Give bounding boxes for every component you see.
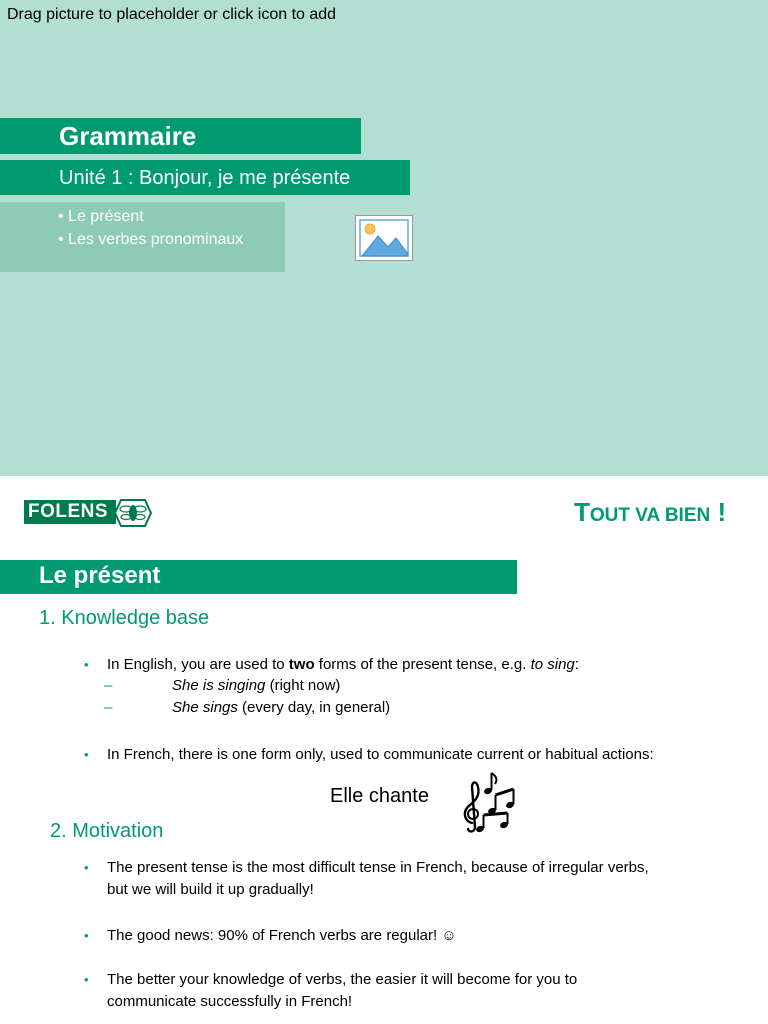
topics-list: [58, 205, 243, 251]
bullet-dot: •: [84, 972, 89, 987]
slide-title: Grammaire: [59, 121, 197, 151]
bullet-french-form: • In French, there is one form only, used to communicate current or habitual actions:: [84, 744, 664, 766]
bullet-dot: •: [84, 860, 89, 875]
title-bar: [0, 118, 361, 154]
music-notes-icon: [458, 769, 524, 835]
knowledge-base-heading: 1. Knowledge base: [39, 607, 210, 629]
example-phrase: Elle chante: [330, 785, 429, 807]
topic-item: • Les verbes pronominaux: [58, 231, 244, 248]
folens-logo: [24, 499, 152, 527]
placeholder-hint: Drag picture to placeholder or click icon to add: [7, 6, 337, 23]
tout-va-bien-logo: TOUT VA BIEN !: [574, 497, 727, 527]
sub-item-simple: She sings (every day, in general): [172, 699, 391, 716]
sub-item-progressive: She is singing (right now): [172, 677, 341, 694]
section-heading: Le présent: [39, 562, 161, 589]
section-heading-bar: [0, 560, 517, 594]
insert-picture-button[interactable]: [355, 215, 413, 261]
bullet-dot: •: [84, 928, 89, 943]
subtitle-bar: [0, 160, 410, 195]
sub-dash: –: [104, 677, 113, 694]
bullet-dot: •: [84, 747, 89, 762]
picture-icon: [356, 216, 412, 260]
bullet-motivation-3: • The better your knowledge of verbs, the easier it will become for you to communicate successfully in French!: [84, 971, 578, 1010]
bee-hexagon-icon: [114, 499, 152, 527]
bullet-motivation-2: • The good news: 90% of French verbs are regular! ☺: [84, 925, 664, 947]
bullet-motivation-1: • The present tense is the most difficult tense in French, because of irregular verbs, but we will build it up gradually!: [84, 859, 649, 898]
bullet-dot: •: [84, 657, 89, 672]
sub-dash: –: [104, 699, 113, 716]
topic-item: • Le présent: [58, 208, 144, 225]
title-slide: [0, 0, 768, 476]
slide-subtitle: Unité 1 : Bonjour, je me présente: [59, 167, 351, 189]
folens-wordmark: FOLENS: [24, 500, 116, 524]
bullet-english-forms: • In English, you are used to two forms of the present tense, e.g. to sing:: [84, 654, 684, 676]
motivation-heading: 2. Motivation: [50, 820, 164, 842]
topics-box: [0, 202, 285, 272]
